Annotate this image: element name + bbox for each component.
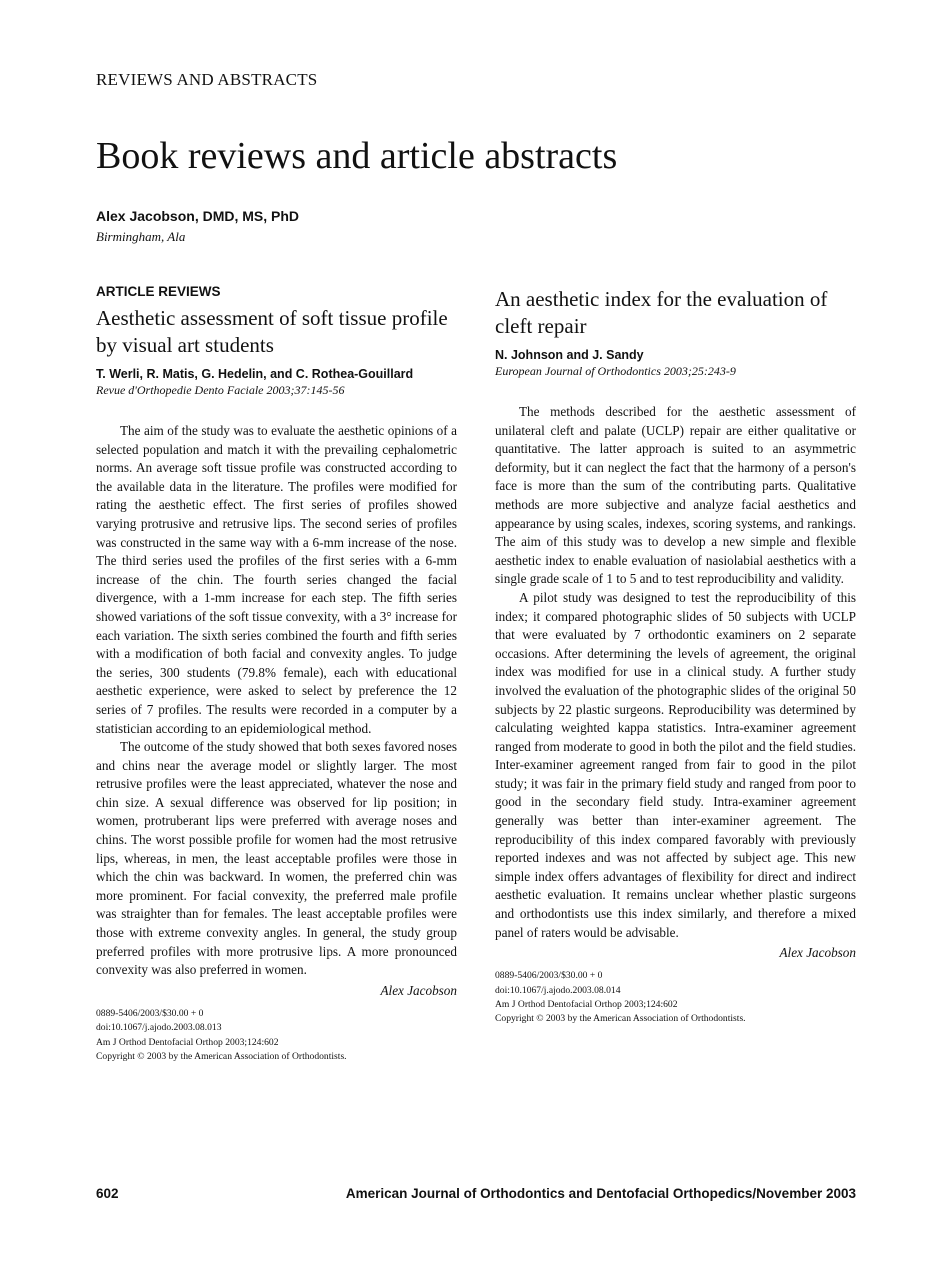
footnote-reference: Am J Orthod Dentofacial Orthop 2003;124:602 [495,999,678,1011]
page-number: 602 [96,1186,119,1201]
article-footnotes [495,969,856,1027]
section-heading: ARTICLE REVIEWS [96,284,221,299]
article-citation: European Journal of Orthodontics 2003;25:243-9 [495,364,736,378]
article-body [495,403,856,942]
footnote-issn: 0889-5406/2003/$30.00 + 0 [495,970,603,982]
footnote-copyright: Copyright © 2003 by the American Association of Orthodontists. [96,1051,347,1063]
reviewer-signature: Alex Jacobson [380,982,457,998]
article-title: Aesthetic assessment of soft tissue profile by visual art students [96,306,448,357]
footnote-copyright: Copyright © 2003 by the American Association of Orthodontists. [495,1013,746,1025]
article-footnotes [96,1007,457,1065]
article-authors: N. Johnson and J. Sandy [495,348,644,362]
footnote-doi: doi:10.1067/j.ajodo.2003.08.013 [96,1022,222,1034]
article-citation: Revue d'Orthopedie Dento Faciale 2003;37:145-56 [96,383,345,397]
footnote-reference: Am J Orthod Dentofacial Orthop 2003;124:602 [96,1036,279,1048]
author-location: Birmingham, Ala [96,229,186,244]
article-body [96,422,457,980]
right-article [495,286,856,1027]
page-title: Book reviews and article abstracts [96,135,618,177]
article-title: An aesthetic index for the evaluation of cleft repair [495,287,828,338]
journal-name: American Journal of Orthodontics and Dentofacial Orthopedics/November 2003 [345,1186,856,1201]
body-paragraph: The methods described for the aesthetic assessment of unilateral cleft and palate (UCLP) repair are either qualitative or quantitative. The latter approach is suited to an asymmetric deformity, but it can neglect the fact that the harmony of a person's face is more than the sum of the contributing parts. Qualitative methods are more subjective and analyze facial aesthetics and appearance by using scales, indexes, scoring systems, and rankings. The aim of this study was to develop a new simple and flexible aesthetic index to enable evaluation of nasiolabial aesthetics with a single grade scale of 1 to 5 and to test reproducibility and validity. [495,404,856,587]
reviewer-signature: Alex Jacobson [779,945,856,961]
footnote-doi: doi:10.1067/j.ajodo.2003.08.014 [495,984,621,996]
section-label: REVIEWS AND ABSTRACTS [96,70,318,89]
body-paragraph: A pilot study was designed to test the reproducibility of this index; it compared photographic slides of 50 subjects with UCLP that were evaluated by 7 orthodontic examiners on 2 separate occasions. After determining the levels of agreement, the original index was modified for use in a clinical study. A further study involved the evaluation of the photographic slides of the original 50 subjects by 22 plastic surgeons. Reproducibility was determined by calculating weighted kappa statistics. Intra-examiner agreement ranged from moderate to good in both the pilot and the field studies. Inter-examiner agreement ranged from fair to good in the pilot study; it was fair in the primary field study and ranged from poor to good in the secondary field study. Intra-examiner agreement generally was better than inter-examiner agreement. The reproducibility of this index compared favorably with previously reported indexes and was not affected by subject age. This new simple index offers advantages of flexibility for direct and indirect aesthetic evaluation. It remains unclear whether plastic surgeons and orthodontists use this index similarly, and therefore a mixed panel of raters would be advisable. [495,589,856,940]
body-paragraph: The aim of the study was to evaluate the aesthetic opinions of a selected population and match it with the prevailing cephalometric norms. An average soft tissue profile was constructed according to the available data in the literature. The profiles were modified for rating the aesthetic effect. The first series of profiles showed varying protrusive and retrusive lips. The second series of profiles was constructed in the same way with a 6-mm increase of the nose. The third series used the profiles of the first series with a 6-mm increase of the chin. The fourth series changed the facial divergence, with a 1-mm increase for each step. The fifth series showed variations of the soft tissue convexity, with a 3° increase for each variation. The sixth series combined the fourth and fifth series with a modification of both facial and convexity angles. To judge the series, 300 students (79.8% female), each with educational aesthetic experience, were asked to select by preference the 12 series of 7 profiles. The results were recorded in a computer by a statistician according to an epidemiological method. [96,423,457,736]
body-paragraph: The outcome of the study showed that both sexes favored noses and chins near the average model or slightly larger. The most retrusive profiles were the least appreciated, whatever the nose and chin size. A sexual difference was observed for lip position; in women, protruberant lips were preferred with average noses and chins. The worst possible profile for women had the most retrusive lips, whereas, in men, the least acceptable profiles were those in which the chin was backward. In women, the preferred chin was more prominent. For facial convexity, the preferred male profile was straighter than for females. The least acceptable profiles were those with extreme convexity angles. In general, the study group preferred profiles with more protrusive lips. A more pronounced convexity was also preferred in women. [96,739,457,978]
article-authors: T. Werli, R. Matis, G. Hedelin, and C. Rothea-Gouillard [96,367,414,381]
footnote-issn: 0889-5406/2003/$30.00 + 0 [96,1007,204,1019]
left-article [96,284,457,1064]
page-author: Alex Jacobson, DMD, MS, PhD [96,208,300,224]
